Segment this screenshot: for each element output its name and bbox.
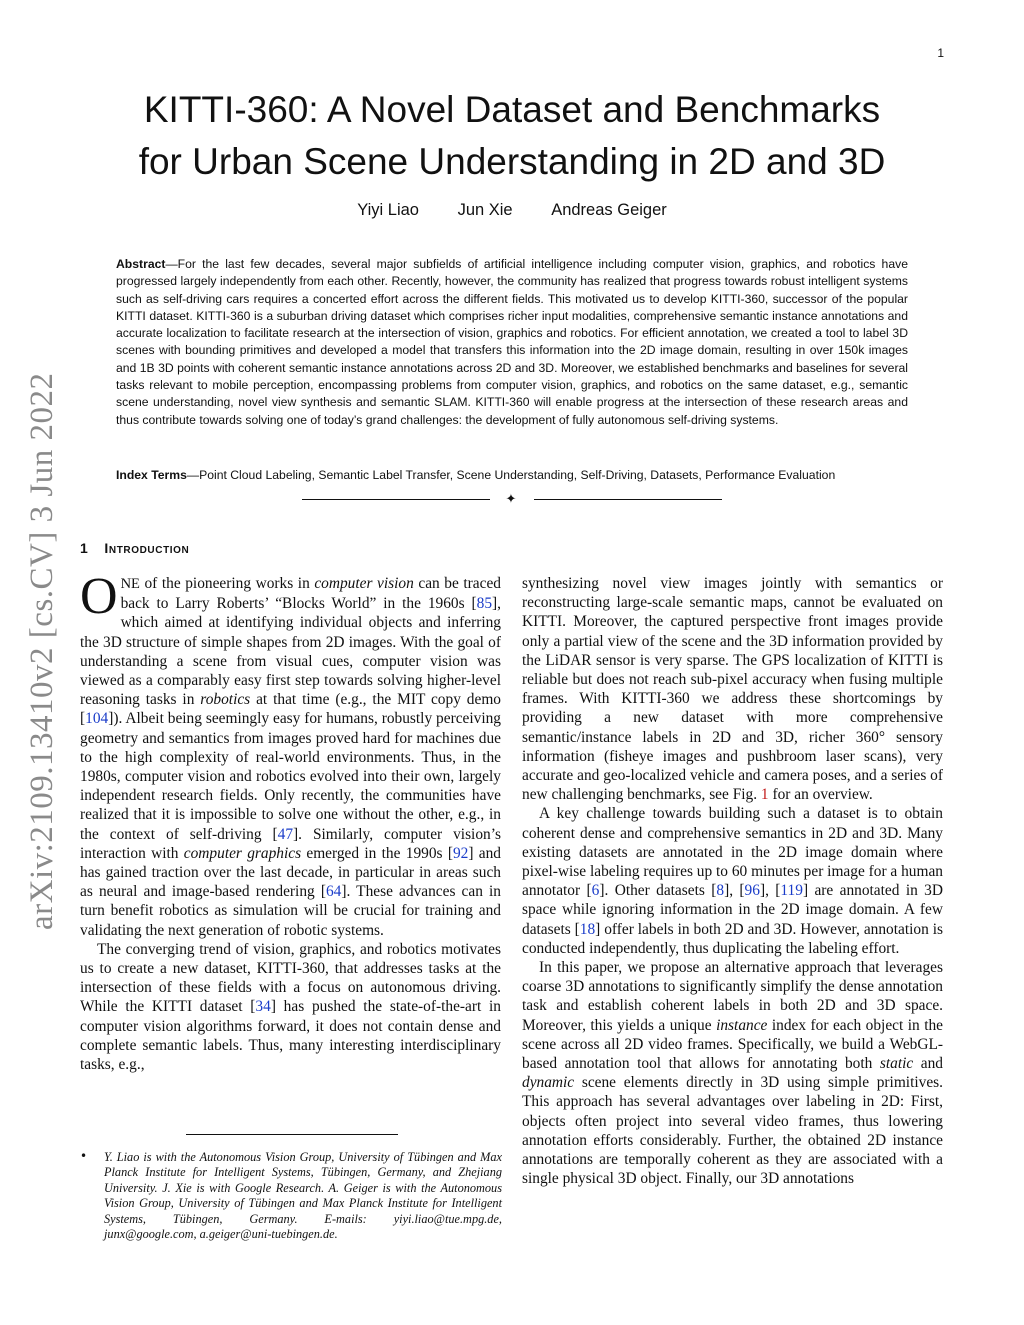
intro-paragraph-1: ONE of the pioneering works in computer vision can be traced back to Larry Roberts’ “Blocks World” in the 1960s [85], which aimed at identifying individual objects and inferring the 3D structure of simple shapes from 2D images. With the goal of understanding a scene from visual cues, computer vision was viewed as a comparably easy first step towards solving higher-level reasoning tasks in robotics at that time (e.g., the MIT copy demo [104]). Albeit being seemingly easy for humans, robustly perceiving geometry and semantics from images proved hard for machines due to the high complexity of real-world environments. Thus, in the 1980s, computer vision and robotics evolved into their own, largely independent research fields. Only recently, the communities have realized that it is impossible to solve one without the other, e.g., in the context of self-driving [47]. Similarly, computer vision’s interaction with computer graphics emerged in the 1990s [92] and has gained traction over the last decade, in particular in areas such as neural and image-based rendering [64]. These advances can in turn benefit robotics as simulation will be crucial for training and validating the next generation of robotic systems.	[80, 568, 502, 939]
figure-reference-link[interactable]: 1	[760, 786, 769, 804]
section-number: 1	[80, 540, 89, 556]
citation-link[interactable]: 64	[325, 883, 342, 901]
section-heading-introduction	[80, 540, 189, 556]
index-terms-text: —Point Cloud Labeling, Semantic Label Transfer, Scene Understanding, Self-Driving, Datasets, Performance Evaluation	[186, 468, 836, 482]
index-terms-label: Index Terms	[116, 468, 187, 482]
intro-paragraph-5: In this paper, we propose an alternative approach that leverages coarse 3D annotations to significantly simplify the dense annotation task and establish coherent labels in both 2D and 3D space. Moreover, this yields a unique instance index for each object in the scene across all 2D video frames. Specifically, we build a WebGL-based annotation tool that allows for annotating both static and dynamic scene elements directly in 3D using simple primitives. This approach has several advantages over labeling in 2D: First, objects often project into several video frames, thus lowering annotation efforts considerably. Further, the obtained 2D instance annotations are temporally coherent as they are associated with a single physical 3D object. Finally, our 3D annotations	[522, 959, 944, 1188]
citation-link[interactable]: 85	[476, 595, 493, 613]
citation-link[interactable]: 34	[255, 998, 271, 1016]
page-number: 1	[937, 46, 944, 60]
arxiv-identifier-stamp: arXiv:2109.13410v2 [cs.CV] 3 Jun 2022	[24, 372, 60, 930]
author-name: Andreas Geiger	[551, 201, 667, 219]
citation-link[interactable]: 104	[85, 710, 109, 728]
author-name: Jun Xie	[457, 201, 513, 219]
intro-paragraph-2: The converging trend of vision, graphics, and robotics motivates us to create a new dataset, KITTI-360, that addresses tasks at the intersection of these fields with a focus on autonomous driving. While the KITTI dataset [34] has pushed the state-of-the-art in computer vision algorithms forward, it does not contain dense and complete semantic labels. Thus, many interesting interdisciplinary tasks, e.g.,	[80, 940, 501, 1074]
paper-title	[80, 84, 944, 188]
separator-line-left	[302, 499, 490, 500]
section-title: Introduction	[104, 540, 190, 556]
abstract-text: —For the last few decades, several major subfields of artificial intelligence including computer vision, graphics, and robotics have progressed largely independently from each other. Recently, however, the community has realized that progress towards robust intelligent systems such as self-driving cars requires a concerted effort across the different fields. This motivated us to develop KITTI-360, successor of the popular KITTI dataset. KITTI-360 is a suburban driving dataset which comprises richer input modalities, comprehensive semantic instance annotations and accurate localization to facilitate research at the intersection of vision, graphics and robotics. For efficient annotation, we created a tool to label 3D scenes with bounding primitives and developed a model that transfers this information into the 2D image domain, resulting in over 150k images and 1B 3D points with coherent semantic instance annotations across 2D and 3D. Moreover, we established benchmarks and baselines for several tasks relevant to mobile perception, encompassing problems from computer vision, graphics, and robotics on the same dataset, e.g., semantic scene understanding, novel view synthesis and semantic SLAM. KITTI-360 will enable progress at the intersection of these research areas and thus contribute towards solving one of today’s grand challenges: the development of fully autonomous self-driving systems.	[116, 257, 908, 427]
citation-link[interactable]: 47	[277, 825, 294, 843]
index-terms	[116, 467, 916, 484]
section-separator	[300, 490, 724, 510]
abstract-label: Abstract	[116, 257, 166, 271]
citation-link[interactable]: 8	[716, 882, 725, 900]
right-column	[522, 574, 943, 1189]
paper-title-line-2: for Urban Scene Understanding in 2D and 3D	[138, 141, 886, 182]
separator-diamond-icon: ✦	[505, 492, 517, 507]
intro-paragraph-4: A key challenge towards building such a dataset is to obtain coherent dense and comprehensive semantics in 2D and 3D. Many existing datasets are annotated in the 2D image domain where pixel-wise labeling requires up to 60 minutes per image for a human annotator [6]. Other datasets [8], [96], [119] are annotated in 3D space while ignoring information in the 2D image domain. A few datasets [18] offer labels in both 2D and 3D. However, annotation is conducted independently, thus duplicating the labeling effort.	[522, 805, 943, 957]
footnote-bullet-icon: •	[80, 1149, 88, 1163]
citation-link[interactable]: 92	[452, 844, 469, 862]
footnote-rule	[186, 1134, 398, 1135]
author-name: Yiyi Liao	[357, 201, 419, 219]
citation-link[interactable]: 119	[780, 882, 803, 900]
author-list	[80, 201, 944, 220]
paper-title-line-1: KITTI-360: A Novel Dataset and Benchmarks	[143, 89, 881, 130]
dropcap-letter: O	[80, 568, 118, 625]
left-column	[80, 568, 502, 1074]
citation-link[interactable]: 18	[579, 920, 596, 938]
abstract	[116, 256, 908, 429]
intro-paragraph-3: synthesizing novel view images jointly with semantics or reconstructing large-scale semantic maps, cannot be evaluated on KITTI. Moreover, the captured perspective front images provide only a partial view of the scene and the 3D information provided by the LiDAR sensor is very sparse. The GPS localization of KITTI is reliable but does not reach sub-pixel accuracy when fusing multiple frames. With KITTI-360 we address these shortcomings by providing a new dataset with more comprehensive semantic/instance labels in 2D and 3D, richer 360° sensory information (fisheye images and pushbroom laser scans), very accurate and geo-localized vehicle and camera poses, and a series of new challenging benchmarks, see Fig. 1 for an overview.	[522, 575, 943, 804]
affiliation-footnote: Y. Liao is with the Autonomous Vision Group, University of Tübingen and Max Planck Institute for Intelligent Systems, Tübingen, Germany, and Zhejiang University. J. Xie is with Google Research. A. Geiger is with the Autonomous Vision Group, University of Tübingen and Max Planck Institute for Intelligent Systems, Tübingen, Germany. E-mails: yiyi.liao@tue.mpg.de, junx@google.com, a.geiger@uni-tuebingen.de.	[104, 1150, 502, 1242]
citation-link[interactable]: 6	[591, 882, 600, 900]
separator-line-right	[534, 499, 722, 500]
citation-link[interactable]: 96	[744, 882, 760, 900]
